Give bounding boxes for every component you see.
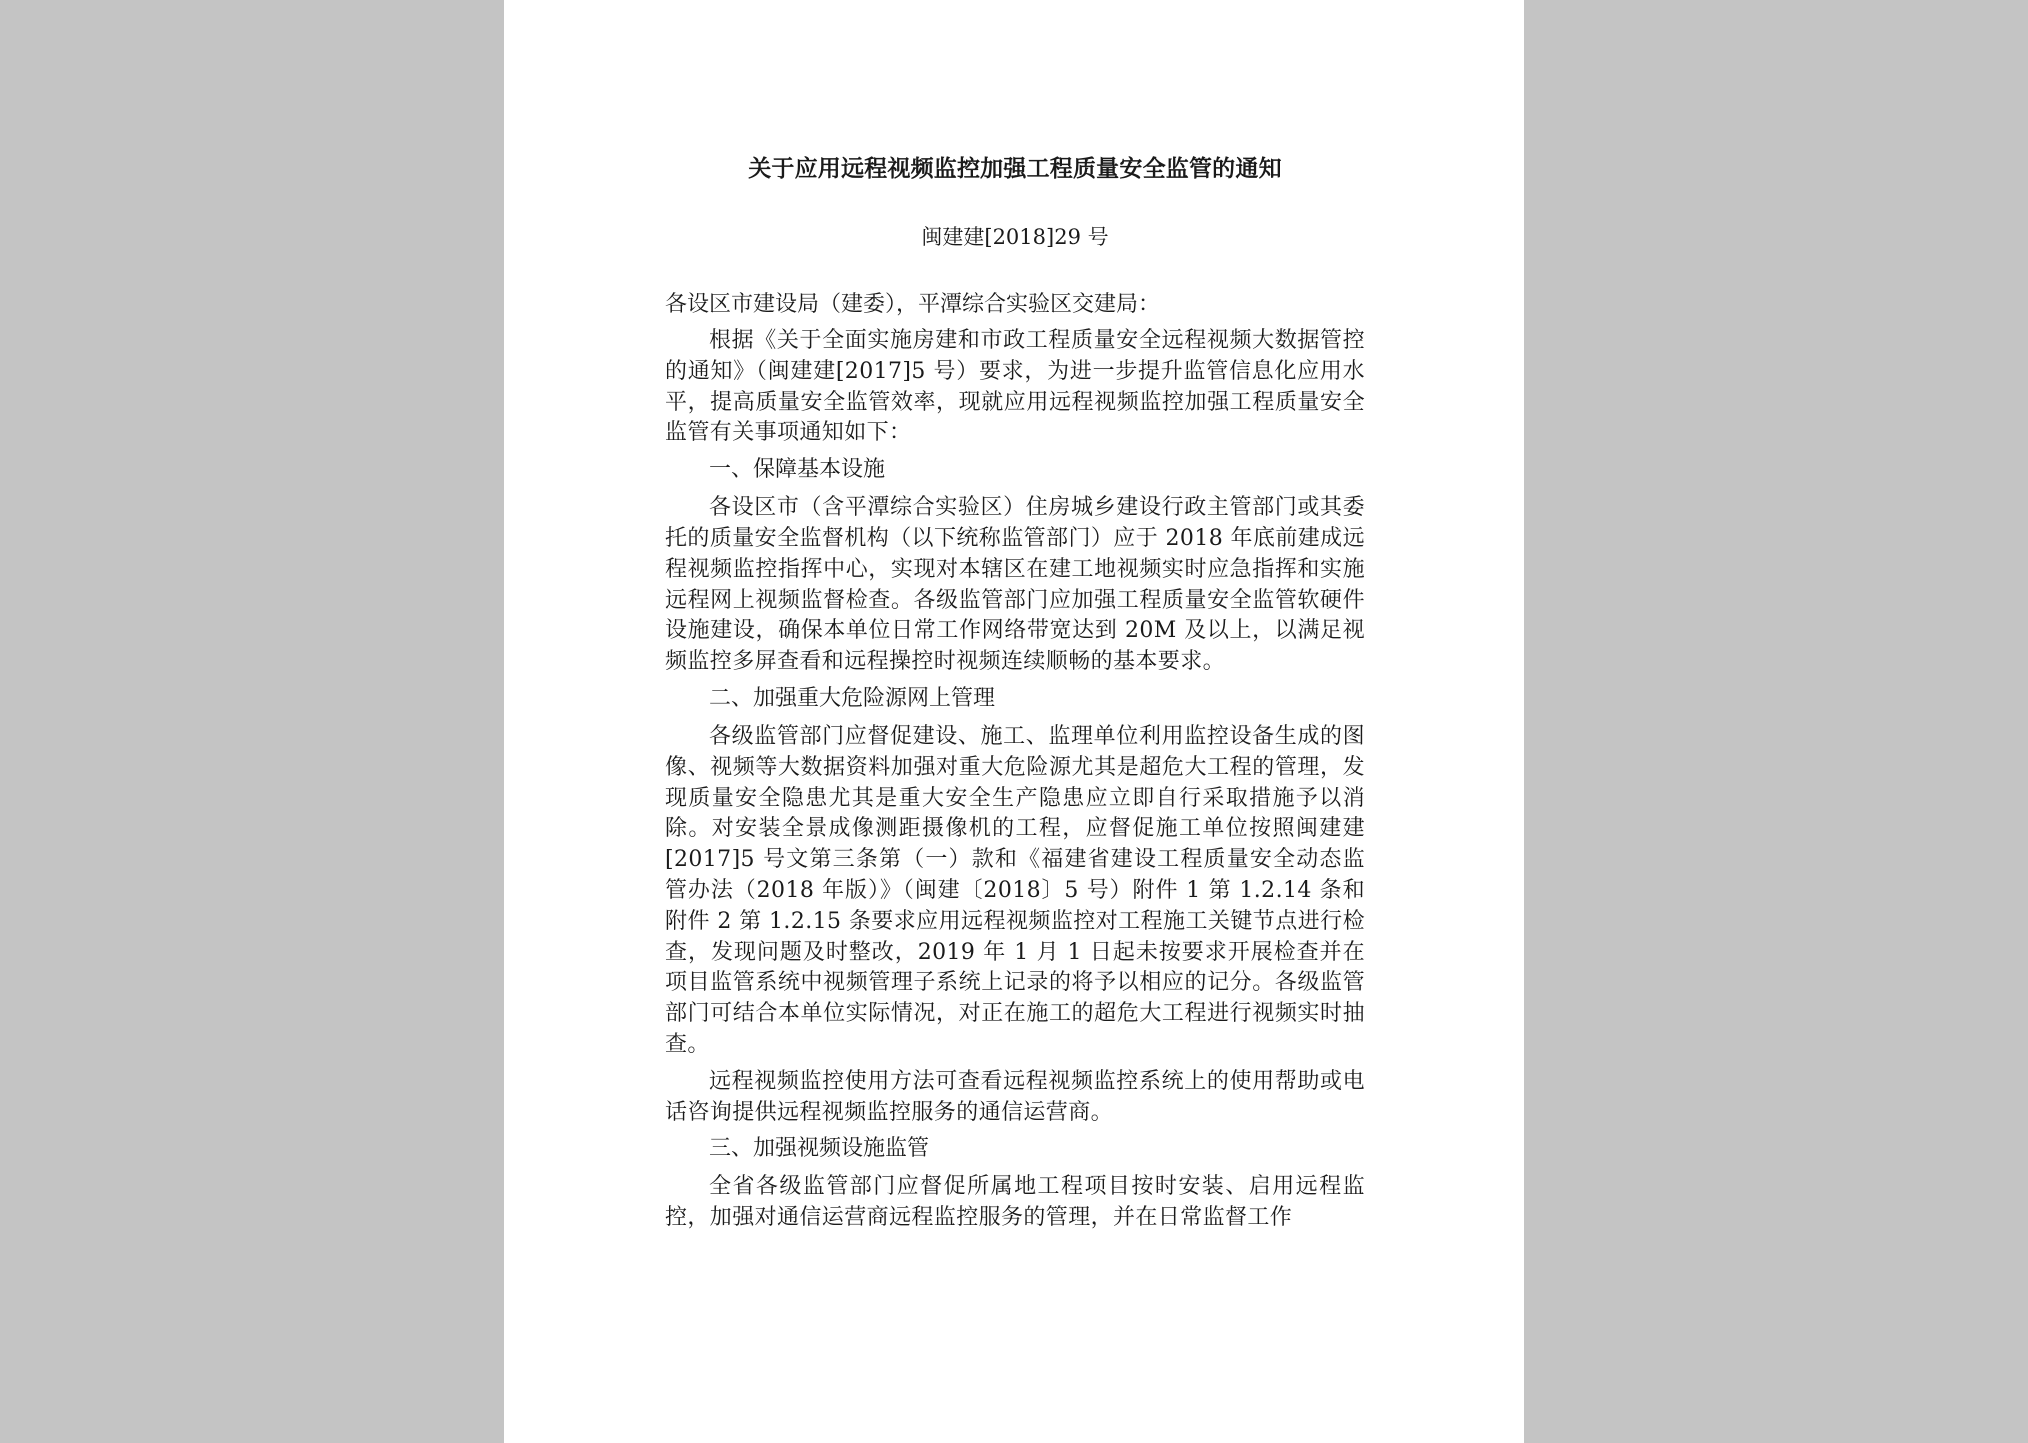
section-3-paragraph: 全省各级监管部门应督促所属地工程项目按时安装、启用远程监控，加强对通信运营商远程监控服务的管理，并在日常监督工作 bbox=[665, 1174, 1365, 1231]
intro-paragraph: 根据《关于全面实施房建和市政工程质量安全远程视频大数据管控的通知》（闽建建[2017]5 号）要求，为进一步提升监管信息化应用水平，提高质量安全监管效率，现就应用远程视频监控加强工程质量安全监管有关事项通知如下： bbox=[665, 328, 1365, 446]
document-number: 闽建建[2018]29 号 bbox=[921, 225, 1109, 249]
document-page bbox=[504, 0, 1524, 1443]
document-title: 关于应用远程视频监控加强工程质量安全监管的通知 bbox=[748, 155, 1282, 182]
document-body bbox=[665, 150, 1365, 1240]
section-heading-2: 二、加强重大危险源网上管理 bbox=[709, 685, 996, 711]
section-heading-1: 一、保障基本设施 bbox=[709, 457, 886, 483]
section-1-paragraph: 各设区市（含平潭综合实验区）住房城乡建设行政主管部门或其委托的质量安全监督机构（以下统称监管部门）应于 2018 年底前建成远程视频监控指挥中心，实现对本辖区在建工地视频实时应急指挥和实施远程网上视频监督检查。各级监管部门应加强工程质量安全监管软硬件设施建设，确保本单位日常工作网络带宽达到 20M 及以上，以满足视频监控多屏查看和远程操控时视频连续顺畅的基本要求。 bbox=[665, 495, 1365, 675]
section-heading-3: 三、加强视频设施监管 bbox=[709, 1136, 930, 1162]
section-2-paragraph-2: 远程视频监控使用方法可查看远程视频监控系统上的使用帮助或电话咨询提供远程视频监控服务的通信运营商。 bbox=[665, 1068, 1365, 1125]
addressee-line: 各设区市建设局（建委），平潭综合实验区交建局： bbox=[665, 292, 1161, 317]
section-2-paragraph-1: 各级监管部门应督促建设、施工、监理单位利用监控设备生成的图像、视频等大数据资料加强对重大危险源尤其是超危大工程的管理，发现质量安全隐患尤其是重大安全生产隐患应立即自行采取措施予以消除。对安装全景成像测距摄像机的工程，应督促施工单位按照闽建建[2017]5 号文第三条第（一）款和《福建省建设工程质量安全动态监管办法（2018 年版）》（闽建〔2018〕5 号）附件 1 第 1.2.14 条和附件 2 第 1.2.15 条要求应用远程视频监控对工程施工关键节点进行检查，发现问题及时整改，2019 年 1 月 1 日起未按要求开展检查并在项目监管系统中视频管理子系统上记录的将予以相应的记分。各级监管部门可结合本单位实际情况，对正在施工的超危大工程进行视频实时抽查。 bbox=[665, 723, 1365, 1057]
